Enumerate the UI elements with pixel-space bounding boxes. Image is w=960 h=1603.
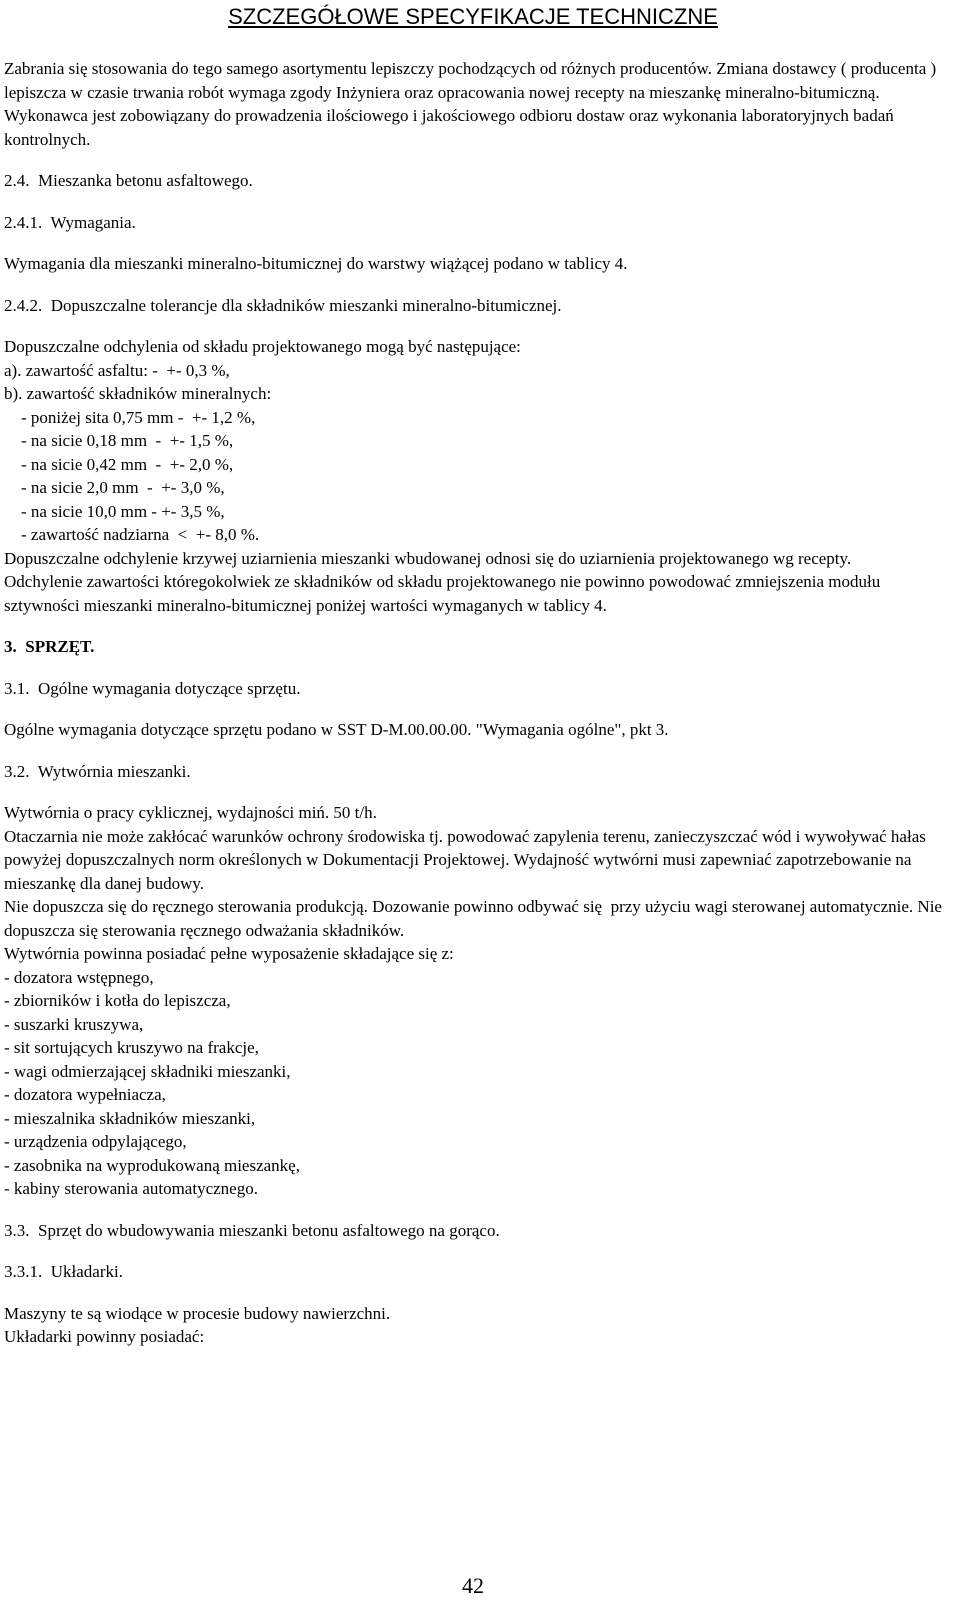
paragraph: 3.2. Wytwórnia mieszanki. bbox=[4, 761, 191, 781]
paragraph: - mieszalnika składników mieszanki, bbox=[4, 1108, 256, 1128]
paragraph: 2.4.1. Wymagania. bbox=[4, 212, 136, 232]
paragraph: 3.3. Sprzęt do wbudowywania mieszanki betonu asfaltowego na gorąco. bbox=[4, 1220, 500, 1240]
paragraph: Odchylenie zawartości któregokolwiek ze składników od składu projektowanego nie powinno powodować zmniejszenia modułu sztywności mieszanki mineralno-bitumicznej poniżej wartości wymaganych w tablicy 4. bbox=[4, 572, 885, 615]
paragraph: Wymagania dla mieszanki mineralno-bitumicznej do warstwy wiążącej podano w tablicy 4. bbox=[4, 254, 628, 273]
paragraph: a). zawartość asfaltu: - +- 0,3 %, bbox=[4, 360, 230, 380]
paragraph: Wytwórnia powinna posiadać pełne wyposażenie składające się z: bbox=[4, 944, 454, 963]
paragraph: Wytwórnia o pracy cyklicznej, wydajności miń. 50 t/h. bbox=[4, 803, 377, 822]
paragraph: - wagi odmierzającej składniki mieszanki, bbox=[4, 1061, 291, 1081]
paragraph: - dozatora wstępnego, bbox=[4, 967, 154, 987]
paragraph: Dopuszczalne odchylenia od składu projektowanego mogą być następujące: bbox=[4, 337, 521, 356]
paragraph: - dozatora wypełniacza, bbox=[4, 1085, 166, 1104]
paragraph: 2.4.2. Dopuszczalne tolerancje dla składników mieszanki mineralno-bitumicznej. bbox=[4, 295, 562, 315]
paragraph: - na sicie 0,42 mm - +- 2,0 %, bbox=[4, 454, 234, 474]
paragraph: b). zawartość składników mineralnych: bbox=[4, 384, 272, 403]
paragraph: 2.4. Mieszanka betonu asfaltowego. bbox=[4, 171, 253, 190]
paragraph: Ogólne wymagania dotyczące sprzętu podano w SST D-M.00.00.00. "Wymagania ogólne", pkt 3. bbox=[4, 720, 669, 739]
paragraph: - na sicie 0,18 mm - +- 1,5 %, bbox=[4, 431, 234, 450]
paragraph: Otaczarnia nie może zakłócać warunków ochrony środowiska tj. powodować zapylenia terenu, zanieczyszczać wód i wywoływać hałas powyżej dopuszczalnych norm określonych w Dokumentacji Projektowej. Wydajność wytwórni musi zapewniać zapotrzebowanie na mieszankę dla danej budowy. bbox=[4, 826, 931, 893]
paragraph: - suszarki kruszywa, bbox=[4, 1014, 144, 1034]
paragraph: Zabrania się stosowania do tego samego asortymentu lepiszczy pochodzących od różnych producentów. Zmiana dostawcy ( producenta ) lepiszcza w czasie trwania robót wymaga zgody Inżyniera oraz opracowania nowej recepty na mieszankę mineralno-bitumiczną. bbox=[4, 59, 941, 102]
paragraph: - sit sortujących kruszywo na frakcje, bbox=[4, 1038, 259, 1057]
paragraph: 3. SPRZĘT. bbox=[4, 637, 95, 656]
paragraph: - kabiny sterowania automatycznego. bbox=[4, 1179, 258, 1198]
paragraph: Maszyny te są wiodące w procesie budowy nawierzchni. bbox=[4, 1303, 391, 1323]
page-number: 42 bbox=[462, 1573, 484, 1598]
paragraph: - poniżej sita 0,75 mm - +- 1,2 %, bbox=[4, 407, 256, 427]
paragraph: Dopuszczalne odchylenie krzywej uziarnienia mieszanki wbudowanej odnosi się do uziarnienia projektowanego wg recepty. bbox=[4, 548, 852, 568]
paragraph: 3.1. Ogólne wymagania dotyczące sprzętu. bbox=[4, 678, 301, 698]
paragraph: Wykonawca jest zobowiązany do prowadzenia ilościowego i jakościowego odbioru dostaw oraz wykonania laboratoryjnych badań kontrolnych. bbox=[4, 106, 899, 149]
page-header: SZCZEGÓŁOWE SPECYFIKACJE TECHNICZNE bbox=[228, 4, 718, 29]
paragraph: - urządzenia odpylającego, bbox=[4, 1132, 187, 1151]
paragraph: 3.3.1. Układarki. bbox=[4, 1262, 123, 1281]
paragraph: - zawartość nadziarna < +- 8,0 %. bbox=[4, 525, 260, 544]
paragraph: - na sicie 2,0 mm - +- 3,0 %, bbox=[4, 478, 225, 497]
paragraph: Układarki powinny posiadać: bbox=[4, 1327, 205, 1346]
paragraph: - zbiorników i kotła do lepiszcza, bbox=[4, 991, 231, 1010]
paragraph: - na sicie 10,0 mm - +- 3,5 %, bbox=[4, 501, 225, 521]
document-body bbox=[4, 57, 947, 1349]
paragraph: Nie dopuszcza się do ręcznego sterowania produkcją. Dozowanie powinno odbywać się przy użyciu wagi sterowanej automatycznie. Nie dopuszcza się sterowania ręcznego odważania składników. bbox=[4, 897, 947, 940]
paragraph: - zasobnika na wyprodukowaną mieszankę, bbox=[4, 1155, 300, 1175]
